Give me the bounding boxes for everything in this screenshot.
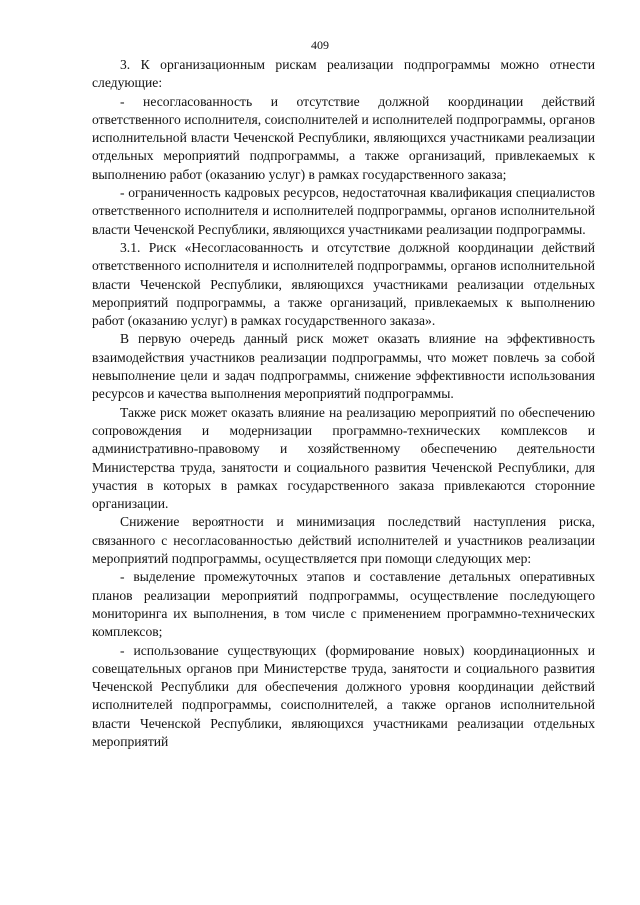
document-body (92, 56, 595, 751)
paragraph-risk-impact-modernization: Также риск может оказать влияние на реализацию мероприятий по обеспечению сопровождения и модернизации программно-технических комплексов и административно-правовому и хозяйственному обеспечению деятельности Министерства труда, занятости и социального развития Чеченской Республики, для участия в которых в рамках государственного заказа привлекаются сторонние организации. (92, 404, 595, 512)
paragraph-mitigation-measure-planning: - выделение промежуточных этапов и составление детальных оперативных планов реализации мероприятий подпрограммы, осуществление последующего мониторинга их выполнения, в том числе с применением программно-технических комплексов; (92, 569, 595, 640)
paragraph-risk-mitigation-intro: Снижение вероятности и минимизация последствий наступления риска, связанного с несогласованностью действий исполнителей и участников реализации мероприятий подпрограммы, осуществляется при помощи следующих мер: (92, 514, 595, 567)
paragraph-mitigation-measure-coordination-bodies: - использование существующих (формирование новых) координационных и совещательных органов при Министерстве труда, занятости и социального развития Чеченской Республики для обеспечения должного уровня координации действий исполнителей подпрограммы, соисполнителей, а также органов исполнительной власти Чеченской Республики, являющихся участниками реализации отдельных мероприятий (92, 642, 595, 749)
paragraph-organizational-risks-intro: 3. К организационным рискам реализации подпрограммы можно отнести следующие: (92, 57, 595, 91)
paragraph-staff-resources-risk-item: - ограниченность кадровых ресурсов, недостаточная квалификация специалистов ответственного исполнителя и исполнителей подпрограммы, органов исполнительной власти Чеченской Республики, являющихся участниками реализации подпрограммы. (92, 185, 595, 237)
paragraph-coordination-risk-item: - несогласованность и отсутствие должной координации действий ответственного исполнителя, соисполнителей и исполнителей подпрограммы, органов исполнительной власти Чеченской Республики, являющихся участниками реализации отдельных мероприятий подпрограммы, а также организаций, привлекаемых к выполнению работ (оказанию услуг) в рамках государственного заказа; (92, 93, 595, 182)
paragraph-risk-3-1-definition: 3.1. Риск «Несогласованность и отсутствие должной координации действий ответственного исполнителя и исполнителей подпрограммы, органов исполнительной власти Чеченской Республики, являющихся участниками реализации отдельных мероприятий подпрограммы, а также организаций, привлекаемых к выполнению работ (оказанию услуг) в рамках государственного заказа». (92, 239, 595, 329)
paragraph-risk-impact-effectiveness: В первую очередь данный риск может оказать влияние на эффективность взаимодействия участников реализации подпрограммы, что может повлечь за собой невыполнение цели и задач подпрограммы, снижение эффективности использования ресурсов и качества выполнения мероприятий подпрограммы. (92, 331, 595, 402)
page-number: 409 (311, 38, 329, 52)
